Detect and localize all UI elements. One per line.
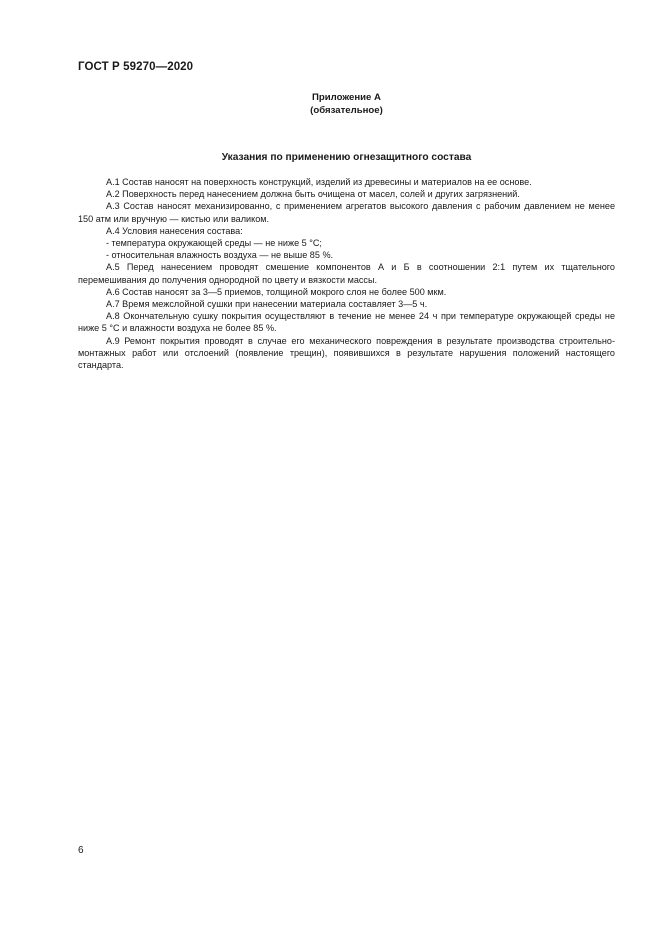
paragraph-a9: А.9 Ремонт покрытия проводят в случае его механического повреждения в результате производства строительно-монтажных работ или отслоений (появление трещин), появившихся в результате нарушения положений настоящего стандарта. [78,335,615,371]
paragraph-a1: А.1 Состав наносят на поверхность конструкций, изделий из древесины и материалов на ее основе. [106,177,532,187]
annex-heading [78,91,615,117]
paragraph-a6: А.6 Состав наносят за 3—5 приемов, толщиной мокрого слоя не более 500 мкм. [106,286,447,297]
page-number: 6 [78,845,84,856]
paragraph-a8: А.8 Окончательную сушку покрытия осуществляют в течение не менее 24 ч при температуре окружающей среды не ниже 5 °С и влажности воздуха не более 85 %. [78,311,615,334]
paragraph-a5: А.5 Перед нанесением проводят смешение компонентов А и Б в соотношении 2:1 путем их тщательного перемешивания до получения однородной по цвету и вязкости массы. [78,262,615,285]
list-item-temperature: - температура окружающей среды — не ниже 5 °С; [106,238,322,249]
paragraph-a4: А.4 Условия нанесения состава: [106,225,243,236]
standard-code: ГОСТ Р 59270—2020 [78,61,194,73]
annex-title: Приложение А [312,92,381,103]
body-text [78,176,615,371]
paragraph-a2: А.2 Поверхность перед нанесением должна быть очищена от масел, солей и других загрязнений. [106,189,520,200]
section-title: Указания по применению огнезащитного состава [221,152,472,163]
annex-status: (обязательное) [310,105,383,116]
paragraph-a3: А.3 Состав наносят механизированно, с применением агрегатов высокого давления с рабочим давлением не менее 150 атм или вручную — кистью или валиком. [78,201,615,224]
list-item-humidity: - относительная влажность воздуха — не выше 85 %. [106,250,334,261]
paragraph-a7: А.7 Время межслойной сушки при нанесении материала составляет 3—5 ч. [106,299,428,310]
